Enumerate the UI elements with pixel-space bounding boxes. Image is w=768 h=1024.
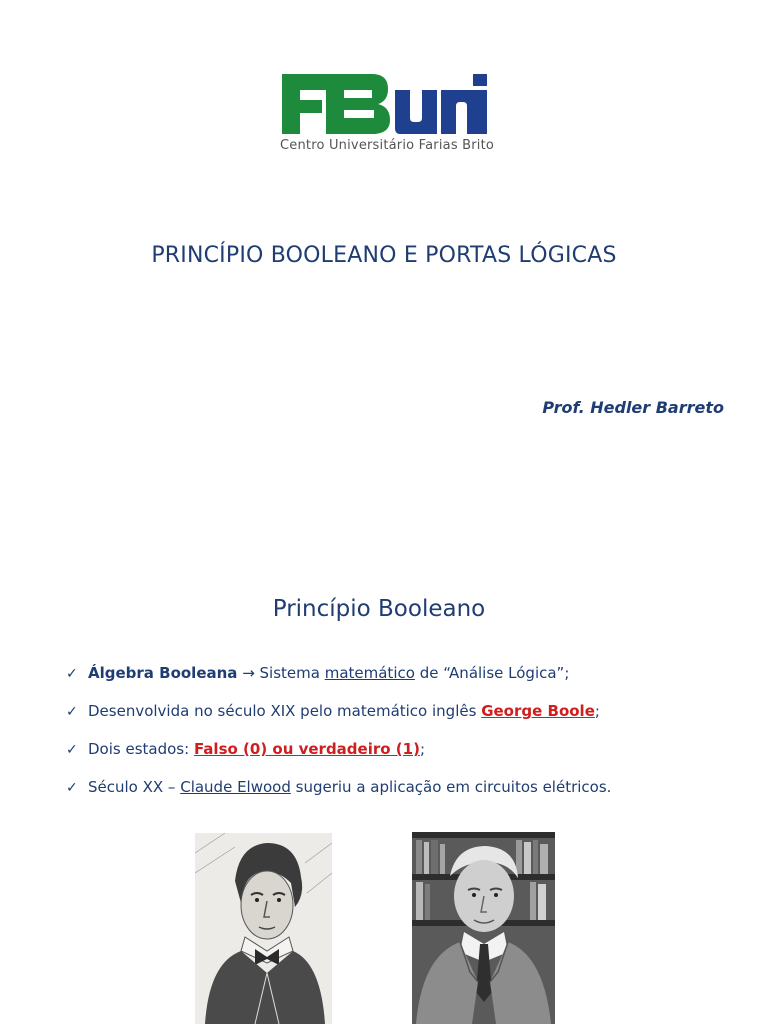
bullet-text: sugeriu a aplicação em circuitos elétricos. xyxy=(290,778,612,796)
bullet-underlined-term: Claude Elwood xyxy=(180,778,291,796)
checkmark-icon: ✓ xyxy=(66,666,78,682)
bullet-item-george-boole xyxy=(66,702,746,740)
bullet-text: ; xyxy=(594,702,600,720)
bullet-item-boolean-algebra xyxy=(66,664,746,702)
checkmark-icon: ✓ xyxy=(66,742,78,758)
presentation-title: PRINCÍPIO BOOLEANO E PORTAS LÓGICAS xyxy=(151,243,617,268)
bullet-item-claude-elwood xyxy=(66,778,746,816)
bullet-text: de “Análise Lógica”; xyxy=(414,664,570,682)
author-name: Prof. Hedler Barreto xyxy=(542,398,724,417)
checkmark-icon: ✓ xyxy=(66,780,78,796)
bullet-bold-term: Álgebra Booleana xyxy=(88,664,238,682)
bullet-highlight: George Boole xyxy=(481,702,595,720)
bullet-text: Desenvolvida no século XIX pelo matemático inglês xyxy=(88,702,482,720)
claude-elwood-portrait xyxy=(412,832,555,1024)
bullet-highlight: Falso (0) ou verdadeiro (1) xyxy=(193,740,420,758)
bullet-text: Século XX – xyxy=(88,778,181,796)
george-boole-portrait xyxy=(195,833,332,1024)
boole-engraving-image xyxy=(195,833,332,1024)
section-title: Princípio Booleano xyxy=(272,596,486,622)
bullet-underlined-term: matemático xyxy=(324,664,415,682)
shannon-photo-image xyxy=(412,832,555,1024)
bullet-text: ; xyxy=(419,740,425,758)
fbuni-logo xyxy=(280,72,495,162)
fbuni-logo-mark xyxy=(280,72,490,136)
bullet-item-two-states xyxy=(66,740,746,778)
checkmark-icon: ✓ xyxy=(66,704,78,720)
bullet-text: → Sistema xyxy=(237,664,325,682)
bullet-list xyxy=(66,664,746,816)
logo-i-letter xyxy=(470,72,490,136)
logo-tagline: Centro Universitário Farias Brito xyxy=(280,138,495,153)
bullet-text: Dois estados: xyxy=(88,740,194,758)
